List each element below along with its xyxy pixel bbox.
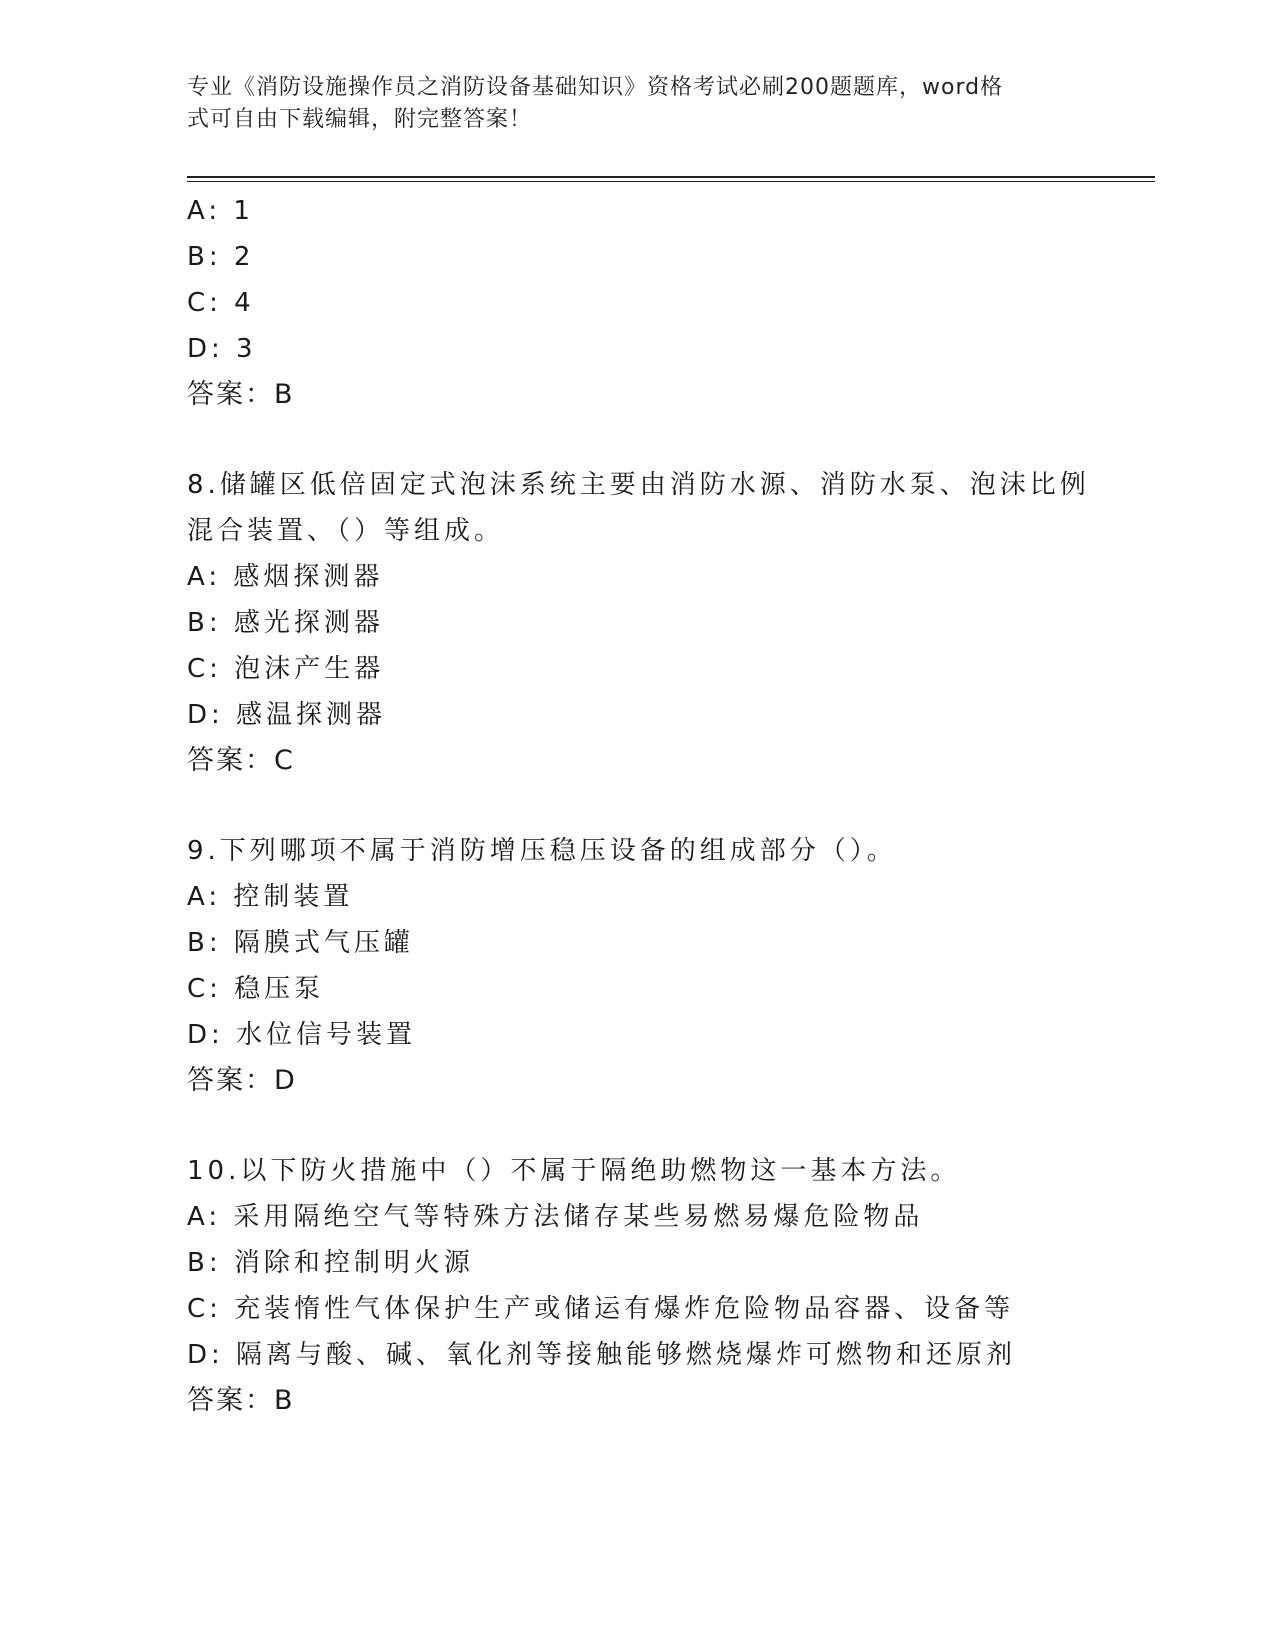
q10-answer: 答案：B [187,1385,295,1416]
q8-option-b: B: 感光探测器 [187,608,384,638]
q9-answer: 答案：D [187,1065,297,1096]
header-line-2: 式可自由下载编辑，附完整答案！ [187,107,533,132]
q9-option-d: D: 水位信号装置 [187,1020,417,1050]
q10-option-a: A: 采用隔绝空气等特殊方法储存某些易燃易爆危险物品 [187,1202,924,1232]
header-divider-thick [187,176,1155,178]
q8-stem-line-1: 8.储罐区低倍固定式泡沫系统主要由消防水源、消防水泵、泡沫比例 [187,470,1090,500]
q8-answer: 答案：C [187,745,295,776]
q9-option-a: A: 控制装置 [187,882,354,912]
question-7-block [187,188,1147,418]
question-8-block [187,462,1147,784]
spacer [187,784,1147,828]
q7-answer: 答案：B [187,379,295,410]
question-10-block [187,1148,1147,1424]
q10-option-d: D: 隔离与酸、碱、氧化剂等接触能够燃烧爆炸可燃物和还原剂 [187,1340,1017,1370]
q7-option-d: D: 3 [187,334,257,364]
q9-option-b: B: 隔膜式气压罐 [187,928,414,958]
q8-option-d: D: 感温探测器 [187,700,387,730]
q9-option-c: C: 稳压泵 [187,974,325,1004]
document-header [187,72,1067,136]
q9-stem-line-1: 9.下列哪项不属于消防增压稳压设备的组成部分（）。 [187,836,897,866]
q7-option-a: A: 1 [187,196,254,226]
q10-stem-line-1: 10.以下防火措施中（）不属于隔绝助燃物这一基本方法。 [187,1156,961,1186]
q8-stem-line-2: 混合装置、（）等组成。 [187,516,505,546]
question-list [187,188,1147,1424]
question-9-block [187,828,1147,1104]
q10-option-b: B: 消除和控制明火源 [187,1248,474,1278]
header-divider-thin [187,181,1155,182]
q7-option-b: B: 2 [187,242,255,272]
q7-option-c: C: 4 [187,288,255,318]
q10-option-c: C: 充装惰性气体保护生产或储运有爆炸危险物品容器、设备等 [187,1294,1015,1324]
q8-option-c: C: 泡沫产生器 [187,654,385,684]
spacer [187,418,1147,462]
q8-option-a: A: 感烟探测器 [187,562,384,592]
header-line-1: 专业《消防设施操作员之消防设备基础知识》资格考试必刷200题题库，word格 [187,75,1004,100]
spacer [187,1104,1147,1148]
